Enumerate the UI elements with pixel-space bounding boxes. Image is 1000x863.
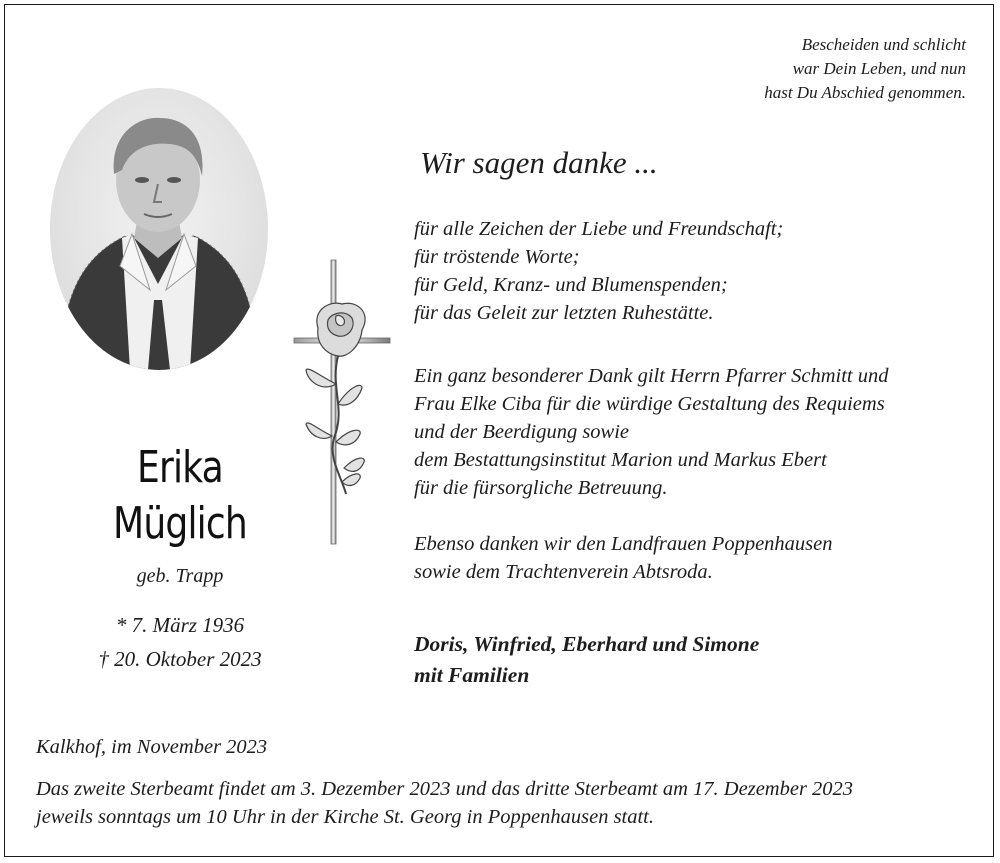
- text-line: Ebenso danken wir den Landfrauen Poppenhausen: [414, 533, 833, 555]
- signature: [414, 629, 759, 691]
- text-line: für das Geleit zur letzten Ruhestätte.: [414, 302, 714, 324]
- thanks-paragraph-3: [414, 530, 974, 586]
- motto-line: war Dein Leben, und nun: [792, 59, 966, 78]
- text-line: für alle Zeichen der Liebe und Freundschaft;: [414, 218, 784, 240]
- last-name: Müglich: [113, 498, 247, 549]
- portrait-photo: [50, 88, 268, 370]
- text-line: für tröstende Worte;: [414, 246, 580, 268]
- birth-date: * 7. März 1936: [115, 613, 245, 637]
- thanks-paragraph-2: [414, 362, 974, 502]
- text-line: und der Beerdigung sowie: [414, 421, 630, 443]
- thanks-title: Wir sagen danke ...: [420, 145, 658, 180]
- text-line: Frau Elke Ciba für die würdige Gestaltung des Requiems: [414, 393, 885, 415]
- motto: [606, 33, 966, 105]
- motto-line: Bescheiden und schlicht: [801, 35, 966, 54]
- text-line: für die fürsorgliche Betreuung.: [414, 477, 668, 499]
- deceased-name: [90, 440, 270, 552]
- first-name: Erika: [137, 442, 223, 493]
- thanks-paragraph-1: [414, 215, 974, 327]
- requiem-notice: [36, 775, 853, 831]
- death-date: † 20. Oktober 2023: [98, 647, 262, 671]
- text-line: für Geld, Kranz- und Blumenspenden;: [414, 274, 728, 296]
- life-dates: [60, 608, 300, 676]
- notice-line: Das zweite Sterbeamt findet am 3. Dezember 2023 und das dritte Sterbeamt am 17. Dezember 2023: [36, 778, 854, 800]
- place-date: Kalkhof, im November 2023: [36, 736, 268, 758]
- signature-line: Doris, Winfried, Eberhard und Simone: [414, 632, 760, 656]
- motto-line: hast Du Abschied genommen.: [764, 83, 966, 102]
- signature-line: mit Familien: [414, 663, 530, 687]
- text-line: Ein ganz besonderer Dank gilt Herrn Pfarrer Schmitt und: [414, 365, 889, 387]
- cross-with-rose-icon: [290, 258, 400, 555]
- text-line: sowie dem Trachtenverein Abtsroda.: [414, 561, 713, 583]
- maiden-name: geb. Trapp: [136, 565, 224, 587]
- notice-line: jeweils sonntags um 10 Uhr in der Kirche St. Georg in Poppenhausen statt.: [36, 806, 655, 828]
- text-line: dem Bestattungsinstitut Marion und Markus Ebert: [414, 449, 827, 471]
